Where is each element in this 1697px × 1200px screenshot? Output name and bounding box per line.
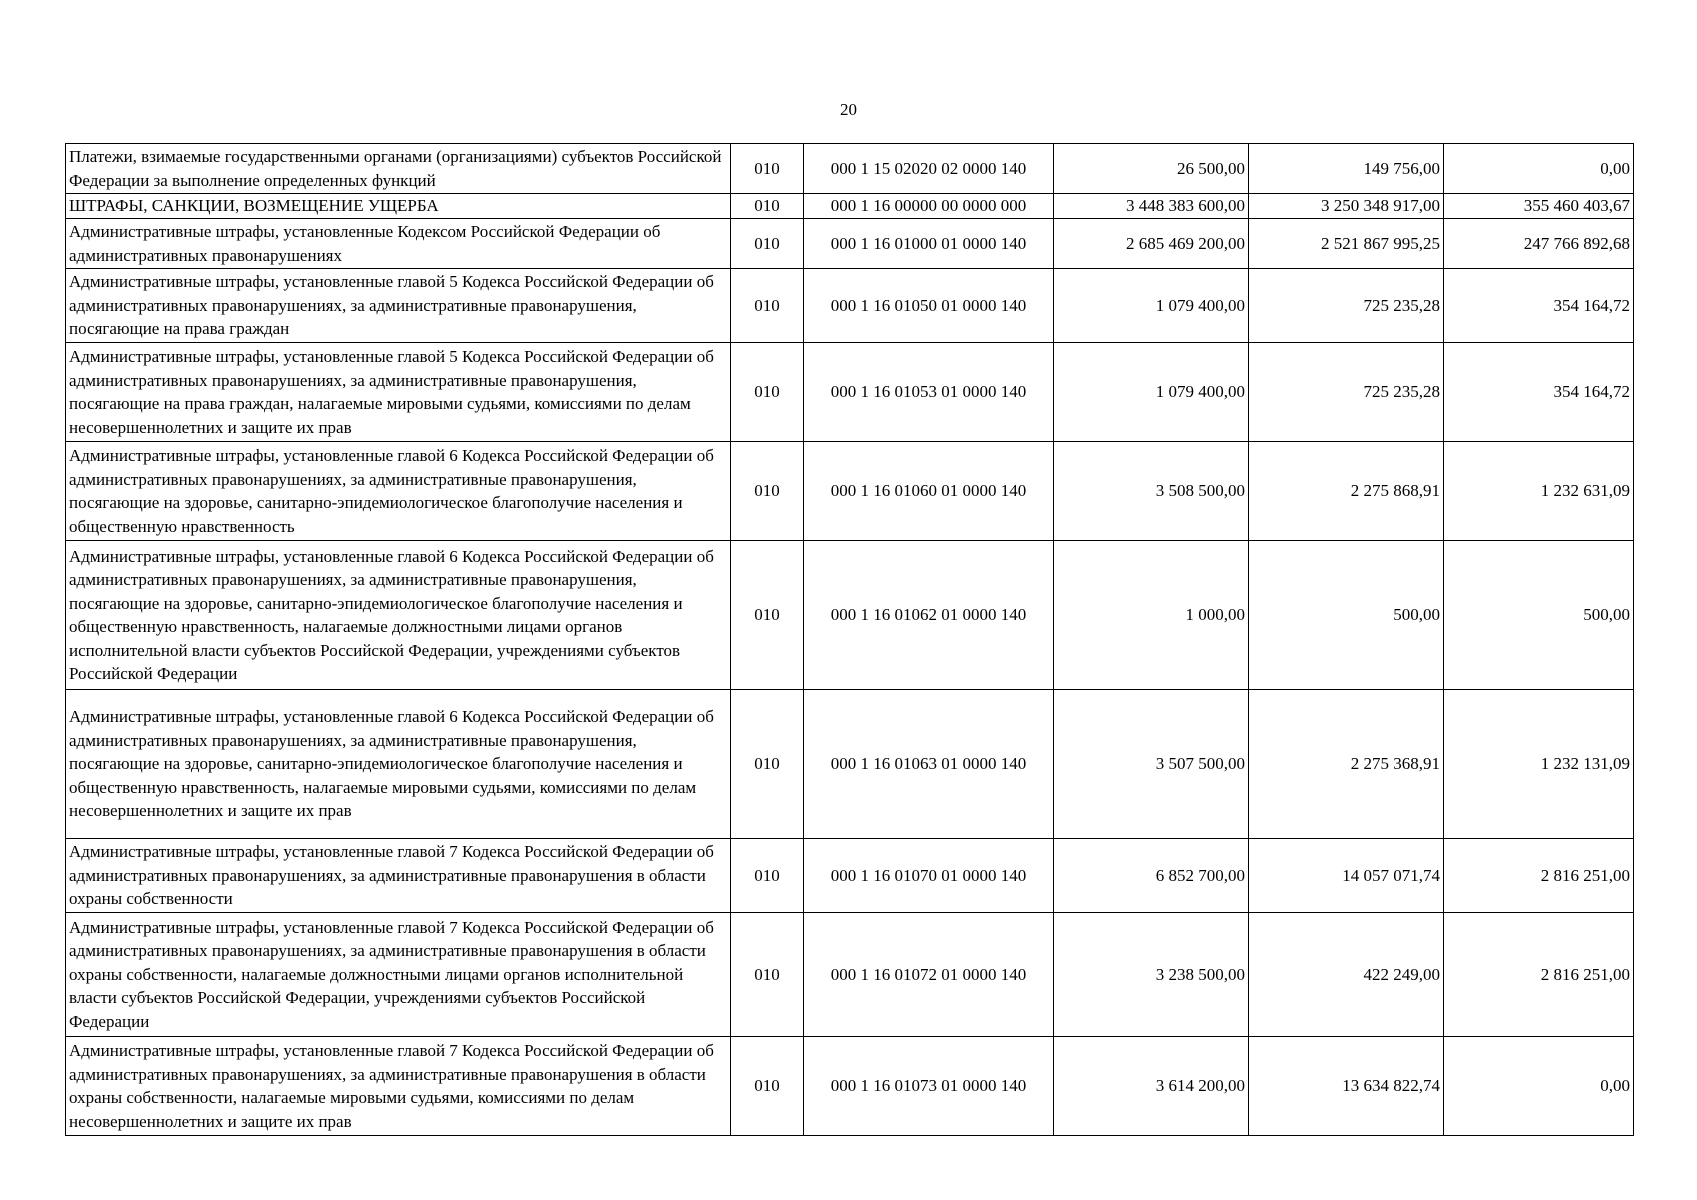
- line-code-cell: 010: [731, 839, 804, 913]
- budget-code-cell: 000 1 16 01050 01 0000 140: [804, 269, 1054, 343]
- approved-amount-cell: 1 000,00: [1054, 541, 1249, 690]
- line-code-cell: 010: [731, 541, 804, 690]
- income-name-cell: Административные штрафы, установленные главой 6 Кодекса Российской Федерации об административных правонарушениях, за административные правонарушения, посягающие на здоровье, санитарно-эпидемиологическое благополучие населения и общественную нравственность, налагаемые мировыми судьями, комиссиями по делам несовершеннолетних и защите их прав: [66, 690, 731, 839]
- executed-amount-cell: 13 634 822,74: [1249, 1037, 1444, 1136]
- remaining-amount-cell: 2 816 251,00: [1444, 913, 1634, 1037]
- executed-amount-cell: 2 275 368,91: [1249, 690, 1444, 839]
- income-name-cell: Административные штрафы, установленные Кодексом Российской Федерации об административных правонарушениях: [66, 219, 731, 269]
- remaining-amount-cell: 0,00: [1444, 144, 1634, 194]
- budget-code-cell: 000 1 15 02020 02 0000 140: [804, 144, 1054, 194]
- table-row: [66, 144, 1634, 194]
- table-row: [66, 442, 1634, 541]
- line-code-cell: 010: [731, 1037, 804, 1136]
- income-name-cell: Административные штрафы, установленные главой 5 Кодекса Российской Федерации об административных правонарушениях, за административные правонарушения, посягающие на права граждан: [66, 269, 731, 343]
- approved-amount-cell: 3 508 500,00: [1054, 442, 1249, 541]
- income-name-cell: Административные штрафы, установленные главой 5 Кодекса Российской Федерации об административных правонарушениях, за административные правонарушения, посягающие на права граждан, налагаемые мировыми судьями, комиссиями по делам несовершеннолетних и защите их прав: [66, 343, 731, 442]
- budget-code-cell: 000 1 16 01062 01 0000 140: [804, 541, 1054, 690]
- table-row: [66, 1037, 1634, 1136]
- table-row: [66, 269, 1634, 343]
- remaining-amount-cell: 1 232 631,09: [1444, 442, 1634, 541]
- approved-amount-cell: 6 852 700,00: [1054, 839, 1249, 913]
- table-row: [66, 194, 1634, 219]
- executed-amount-cell: 149 756,00: [1249, 144, 1444, 194]
- approved-amount-cell: 3 614 200,00: [1054, 1037, 1249, 1136]
- table-row: [66, 343, 1634, 442]
- remaining-amount-cell: 0,00: [1444, 1037, 1634, 1136]
- approved-amount-cell: 26 500,00: [1054, 144, 1249, 194]
- line-code-cell: 010: [731, 194, 804, 219]
- budget-code-cell: 000 1 16 01000 01 0000 140: [804, 219, 1054, 269]
- executed-amount-cell: 3 250 348 917,00: [1249, 194, 1444, 219]
- page-number: 20: [840, 100, 857, 119]
- executed-amount-cell: 500,00: [1249, 541, 1444, 690]
- income-name-cell: Административные штрафы, установленные главой 6 Кодекса Российской Федерации об административных правонарушениях, за административные правонарушения, посягающие на здоровье, санитарно-эпидемиологическое благополучие населения и общественную нравственность: [66, 442, 731, 541]
- line-code-cell: 010: [731, 913, 804, 1037]
- approved-amount-cell: 3 507 500,00: [1054, 690, 1249, 839]
- budget-code-cell: 000 1 16 01053 01 0000 140: [804, 343, 1054, 442]
- income-name-cell: Платежи, взимаемые государственными органами (организациями) субъектов Российской Федерации за выполнение определенных функций: [66, 144, 731, 194]
- line-code-cell: 010: [731, 343, 804, 442]
- approved-amount-cell: 3 448 383 600,00: [1054, 194, 1249, 219]
- budget-code-cell: 000 1 16 01060 01 0000 140: [804, 442, 1054, 541]
- approved-amount-cell: 2 685 469 200,00: [1054, 219, 1249, 269]
- revenue-table: [65, 143, 1634, 1136]
- table-row: [66, 690, 1634, 839]
- table-row: [66, 541, 1634, 690]
- remaining-amount-cell: 355 460 403,67: [1444, 194, 1634, 219]
- remaining-amount-cell: 2 816 251,00: [1444, 839, 1634, 913]
- income-name-cell: Административные штрафы, установленные главой 7 Кодекса Российской Федерации об административных правонарушениях, за административные правонарушения в области охраны собственности: [66, 839, 731, 913]
- approved-amount-cell: 3 238 500,00: [1054, 913, 1249, 1037]
- executed-amount-cell: 422 249,00: [1249, 913, 1444, 1037]
- line-code-cell: 010: [731, 269, 804, 343]
- line-code-cell: 010: [731, 219, 804, 269]
- remaining-amount-cell: 354 164,72: [1444, 269, 1634, 343]
- executed-amount-cell: 725 235,28: [1249, 269, 1444, 343]
- income-name-cell: Административные штрафы, установленные главой 6 Кодекса Российской Федерации об административных правонарушениях, за административные правонарушения, посягающие на здоровье, санитарно-эпидемиологическое благополучие населения и общественную нравственность, налагаемые должностными лицами органов исполнительной власти субъектов Российской Федерации, учреждениями субъектов Российской Федерации: [66, 541, 731, 690]
- remaining-amount-cell: 1 232 131,09: [1444, 690, 1634, 839]
- approved-amount-cell: 1 079 400,00: [1054, 269, 1249, 343]
- line-code-cell: 010: [731, 690, 804, 839]
- budget-code-cell: 000 1 16 01063 01 0000 140: [804, 690, 1054, 839]
- income-name-cell: Административные штрафы, установленные главой 7 Кодекса Российской Федерации об административных правонарушениях, за административные правонарушения в области охраны собственности, налагаемые мировыми судьями, комиссиями по делам несовершеннолетних и защите их прав: [66, 1037, 731, 1136]
- line-code-cell: 010: [731, 442, 804, 541]
- executed-amount-cell: 14 057 071,74: [1249, 839, 1444, 913]
- remaining-amount-cell: 247 766 892,68: [1444, 219, 1634, 269]
- remaining-amount-cell: 500,00: [1444, 541, 1634, 690]
- table-row: [66, 913, 1634, 1037]
- executed-amount-cell: 2 521 867 995,25: [1249, 219, 1444, 269]
- line-code-cell: 010: [731, 144, 804, 194]
- table-row: [66, 839, 1634, 913]
- remaining-amount-cell: 354 164,72: [1444, 343, 1634, 442]
- budget-code-cell: 000 1 16 01070 01 0000 140: [804, 839, 1054, 913]
- table-row: [66, 219, 1634, 269]
- budget-code-cell: 000 1 16 01073 01 0000 140: [804, 1037, 1054, 1136]
- income-name-cell: Административные штрафы, установленные главой 7 Кодекса Российской Федерации об административных правонарушениях, за административные правонарушения в области охраны собственности, налагаемые должностными лицами органов исполнительной власти субъектов Российской Федерации, учреждениями субъектов Российской Федерации: [66, 913, 731, 1037]
- income-name-cell: ШТРАФЫ, САНКЦИИ, ВОЗМЕЩЕНИЕ УЩЕРБА: [66, 194, 731, 219]
- budget-code-cell: 000 1 16 00000 00 0000 000: [804, 194, 1054, 219]
- budget-code-cell: 000 1 16 01072 01 0000 140: [804, 913, 1054, 1037]
- executed-amount-cell: 2 275 868,91: [1249, 442, 1444, 541]
- executed-amount-cell: 725 235,28: [1249, 343, 1444, 442]
- approved-amount-cell: 1 079 400,00: [1054, 343, 1249, 442]
